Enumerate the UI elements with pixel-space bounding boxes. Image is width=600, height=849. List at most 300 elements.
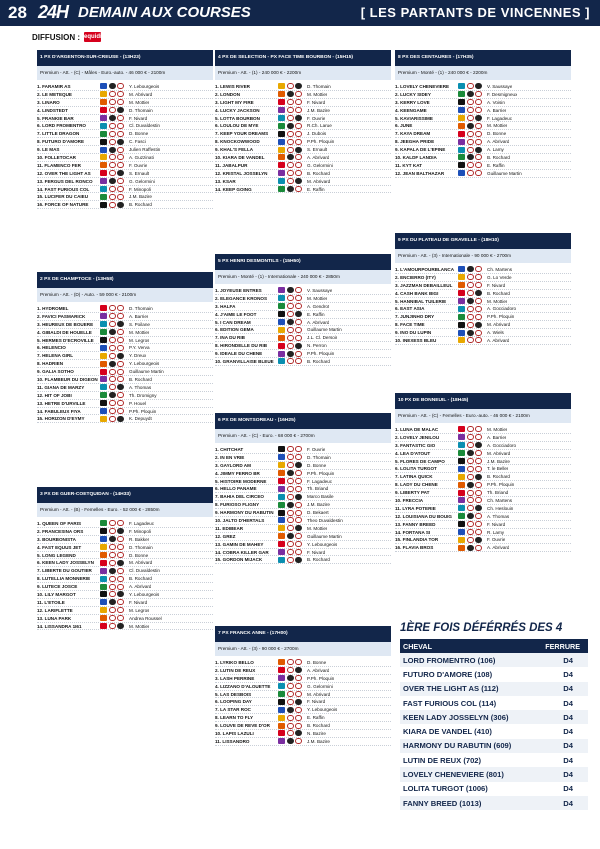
runner-row [37,607,213,615]
driver-name: M. Abrivard [487,450,511,456]
horseshoe-icon [467,274,474,280]
shoeing-icons [287,343,304,349]
shoeing-icons [467,99,484,105]
horse-name: 8. FACE TIME [395,322,425,328]
driver-name: M. Mottier [129,329,150,335]
shoeing-icons [467,337,484,343]
runner-row [215,115,391,123]
horseshoe-icon [467,450,474,456]
driver-name: F. Nivard [129,115,148,121]
horseshoe-icon [295,99,302,105]
driver-name: M. Legros [129,337,150,343]
driver-name: F. Ouvrie [307,115,326,121]
horseshoe-icon [109,392,116,398]
driver-name: A. Thomas [129,384,152,390]
shoeing-icons [109,576,126,582]
shoeing-icons [287,99,304,105]
horse-name: 4. GIBALDI DE HOUELLE [37,329,92,335]
d4-horse: LORD FROMENTRO (106) [403,655,496,665]
horseshoe-icon [287,462,294,468]
horse-name: 11. JABALPUR [215,162,248,168]
jersey-icon [458,314,465,320]
horseshoe-icon [295,715,302,721]
runner-row [215,556,391,564]
horse-name: 14. KEEP GOING [215,186,252,192]
horseshoe-icon [287,494,294,500]
horseshoe-icon [109,202,116,208]
driver-name: P.Y. Verva [129,345,150,351]
runner-row [37,360,213,368]
horseshoe-icon [287,683,294,689]
d4-box [400,622,588,810]
horseshoe-icon [109,329,116,335]
horse-name: 13. KSAR [215,178,236,184]
horse-name: 9. LOUVE DE REVE D'OR [215,723,270,729]
horseshoe-icon [109,321,116,327]
jersey-icon [458,306,465,312]
horseshoe-icon [287,147,294,153]
jersey-icon [278,327,285,333]
horseshoe-icon [117,615,124,621]
horseshoe-icon [295,470,302,476]
horseshoe-icon [287,454,294,460]
jersey-icon [278,494,285,500]
runner-row [215,350,391,358]
horseshoe-icon [475,282,482,288]
shoeing-icons [109,147,126,153]
jersey-icon [278,319,285,325]
horseshoe-icon [117,313,124,319]
horseshoe-icon [295,667,302,673]
driver-name: Y. Lebourgeois [129,361,160,367]
horseshoe-icon [287,675,294,681]
driver-name: Ch. Heslouin [487,505,514,511]
horse-name: 7. INA DU RIB [215,335,245,341]
runner-row [215,659,391,667]
horseshoe-icon [295,327,302,333]
horseshoe-icon [109,305,116,311]
runner-row [215,170,391,178]
race-title: 9 PX DU PLATEAU DE GRAVELLE - (18H10) [395,233,571,249]
runner-row [215,541,391,549]
horse-name: 7. BAHIA DEL CIRCEO [215,494,265,500]
jersey-icon [278,295,285,301]
race-title: 4 PX DE SELECTION - PX FACE TIME BOURBON - (15H15) [215,50,391,66]
horse-name: 9. IDEALE DU CHENE [215,351,263,357]
horseshoe-icon [109,154,116,160]
d4-row [400,782,588,796]
horseshoe-icon [475,123,482,129]
shoeing-icons [109,552,126,558]
runner-row [215,478,391,486]
horseshoe-icon [117,607,124,613]
runner-row [37,615,213,623]
shoeing-icons [287,186,304,192]
runner-row [37,591,213,599]
horse-name: 10. KIARA DE VANDEL [215,154,265,160]
shoeing-icons [109,91,126,97]
d4-col-shoe: FERRURE [545,642,580,651]
driver-name: Th. Briand [487,490,509,496]
horse-name: 8. FUTURO D'AMORE [37,139,85,145]
horseshoe-icon [117,353,124,359]
jersey-icon [100,345,107,351]
runner-row [215,326,391,334]
runner-row [37,162,213,170]
runner-row [215,334,391,342]
runner-row [215,501,391,509]
driver-name: F. Minopoli [129,528,151,534]
horseshoe-icon [295,343,302,349]
shoeing-icons [287,327,304,333]
runner-row [215,311,391,319]
horseshoe-icon [117,623,124,629]
driver-name: A. Gocciadoro [487,442,517,448]
horse-name: 7. KAYA DREAM [395,131,431,137]
runner-row [215,303,391,311]
driver-name: Marco Basile [307,494,334,500]
horseshoe-icon [475,314,482,320]
horse-name: 14. COBRA KILLER GAR [215,549,269,555]
horseshoe-icon [117,400,124,406]
driver-name: D. Thomain [307,83,331,89]
driver-name: R. Lamy [487,529,505,535]
runner-row [395,266,571,274]
shoeing-icons [287,178,304,184]
shoeing-icons [109,329,126,335]
horse-name: 13. FERGUS DEL RONCO [37,178,93,184]
driver-name: A. Guzzinati [129,154,154,160]
horseshoe-icon [117,584,124,590]
jersey-icon [458,170,465,176]
horseshoe-icon [109,408,116,414]
jersey-icon [458,482,465,488]
runner-row [395,313,571,321]
horseshoe-icon [287,691,294,697]
shoeing-icons [109,131,126,137]
horseshoe-icon [109,552,116,558]
runner-row [215,186,391,194]
horseshoe-icon [467,466,474,472]
horseshoe-icon [117,123,124,129]
driver-name: P.Ph. Ploquin [487,482,515,488]
runner-row [395,274,571,282]
horseshoe-icon [287,311,294,317]
horseshoe-icon [109,400,116,406]
d4-shoeing: D4 [563,669,573,679]
runner-row [37,170,213,178]
jersey-icon [100,615,107,621]
jersey-icon [278,115,285,121]
horseshoe-icon [475,497,482,503]
jersey-icon [278,715,285,721]
horse-name: 4. JIMMY FERRO BR [215,470,260,476]
horseshoe-icon [117,599,124,605]
horseshoe-icon [287,667,294,673]
shoeing-icons [467,83,484,89]
horseshoe-icon [475,537,482,543]
shoeing-icons [467,442,484,448]
horseshoe-icon [475,162,482,168]
runner-row [215,533,391,541]
horseshoe-icon [117,147,124,153]
horseshoe-icon [295,510,302,516]
horse-name: 8. HIRONDELLE DU RIB [215,343,268,349]
horseshoe-icon [109,194,116,200]
shoeing-icons [467,298,484,304]
driver-name: A. Abrivard [307,667,330,673]
jersey-icon [278,99,285,105]
shoeing-icons [467,282,484,288]
horse-name: 10. INEXESS BLEU [395,337,437,343]
runner-row [215,683,391,691]
horseshoe-icon [109,384,116,390]
horseshoe-icon [117,408,124,414]
horseshoe-icon [117,560,124,566]
driver-name: D. Bonne [307,462,327,468]
horse-name: 10. FRECCIA [395,497,424,503]
driver-name: Y. Dreux [129,353,147,359]
horseshoe-icon [117,528,124,534]
driver-name: B. Rochard [129,376,152,382]
driver-name: G. Gelormini [307,683,333,689]
driver-name: B. Rochard [487,154,510,160]
horse-name: 1. LUNA DE MALAC [395,426,439,432]
driver-name: M. Mottier [129,623,150,629]
horse-name: 12. KRISTAL JOSSELYN [215,170,268,176]
horseshoe-icon [287,91,294,97]
runner-row [37,599,213,607]
horseshoe-icon [287,343,294,349]
runner-row [215,470,391,478]
horseshoe-icon [117,361,124,367]
horseshoe-icon [109,170,116,176]
jersey-icon [458,450,465,456]
horse-name: 5. HANNIBAL TUILERIE [395,298,447,304]
horseshoe-icon [475,298,482,304]
d4-shoeing: D4 [563,712,573,722]
d4-shoeing: D4 [563,770,573,780]
race-conditions: Premium - Att. - (C) - Mâles - Euro.-auto. - 46 000 € - 2100m [37,66,213,80]
race-block [37,272,213,423]
diffusion-label: DIFFUSION : [32,32,80,42]
d4-shoeing: D4 [563,698,573,708]
jersey-icon [458,83,465,89]
horseshoe-icon [467,537,474,543]
runner-row [395,146,571,154]
horse-name: 9. LUTECE JOSCE [37,584,78,590]
runner-row [37,91,213,99]
jersey-icon [278,343,285,349]
jersey-icon [458,123,465,129]
horseshoe-icon [117,131,124,137]
horseshoe-icon [295,533,302,539]
horseshoe-icon [467,426,474,432]
jersey-icon [278,147,285,153]
horse-name: 7. LA STAR ROC [215,707,251,713]
horseshoe-icon [295,478,302,484]
horseshoe-icon [117,329,124,335]
horseshoe-icon [287,131,294,137]
horseshoe-icon [467,282,474,288]
horseshoe-icon [467,99,474,105]
shoeing-icons [467,170,484,176]
jersey-icon [278,287,285,293]
horseshoe-icon [117,107,124,113]
jersey-icon [278,699,285,705]
runner-row [37,552,213,560]
horseshoe-icon [475,529,482,535]
horse-name: 4. LIZZANO D'ALOUETTE [215,683,271,689]
driver-name: F. Desmigneux [487,91,518,97]
horseshoe-icon [287,186,294,192]
jersey-icon [458,513,465,519]
runner-row [215,91,391,99]
shoeing-icons [287,154,304,160]
horseshoe-icon [467,482,474,488]
shoeing-icons [287,83,304,89]
horseshoe-icon [475,147,482,153]
horseshoe-icon [117,99,124,105]
shoeing-icons [287,675,304,681]
runner-row [395,130,571,138]
shoeing-icons [467,490,484,496]
horseshoe-icon [467,115,474,121]
horseshoe-icon [117,416,124,422]
jersey-icon [100,337,107,343]
jersey-icon [100,520,107,526]
shoeing-icons [287,335,304,341]
horseshoe-icon [287,659,294,665]
driver-name: F. Nivard [487,282,506,288]
horse-name: 8. JEEGHA PRIDE [395,139,435,145]
shoeing-icons [109,107,126,113]
horse-name: 10. JALTO D'HERTALS [215,517,265,523]
horse-name: 5. LOTTA BOURBON [215,115,260,121]
horseshoe-icon [295,675,302,681]
horseshoe-icon [475,513,482,519]
horseshoe-icon [109,576,116,582]
runner-row [215,667,391,675]
horseshoe-icon [467,91,474,97]
horseshoe-icon [287,319,294,325]
horseshoe-icon [475,330,482,336]
driver-name: A. Barrier [487,107,507,113]
jersey-icon [458,147,465,153]
jersey-icon [458,298,465,304]
runner-row [395,321,571,329]
shoeing-icons [109,83,126,89]
runner-row [395,529,571,537]
race-title: 5 PX HENRI DESMONTILS - (15H50) [215,254,391,270]
diffusion [32,32,106,42]
driver-name: D. Bekaert [307,510,329,516]
jersey-icon [278,470,285,476]
shoeing-icons [287,494,304,500]
driver-name: M. Legros [129,607,150,613]
horseshoe-icon [475,290,482,296]
driver-name: F. Ouvrie [129,162,148,168]
shoeing-icons [109,139,126,145]
horse-name: 3. HALFA [215,303,236,309]
shoeing-icons [467,450,484,456]
race-block [215,413,391,564]
shoeing-icons [287,454,304,460]
driver-name: E. Raffin [307,311,325,317]
horseshoe-icon [117,392,124,398]
driver-name: Ch. Martens [487,266,513,272]
driver-name: Guillaume Martin [487,170,522,176]
shoeing-icons [467,545,484,551]
horseshoe-icon [109,345,116,351]
d4-shoeing: D4 [563,741,573,751]
horse-name: 7. JUNJINHO DRY [395,314,435,320]
runner-row [395,513,571,521]
shoeing-icons [287,525,304,531]
horseshoe-icon [295,107,302,113]
runner-row [37,528,213,536]
d4-rows [400,653,588,810]
runner-row [37,575,213,583]
shoeing-icons [287,446,304,452]
horseshoe-icon [475,266,482,272]
horse-name: 15. HORIZON D'EYMY [37,416,85,422]
race-block [37,50,213,209]
d4-shoeing: D4 [563,784,573,794]
runner-row [395,505,571,513]
jersey-icon [278,462,285,468]
jersey-icon [458,274,465,280]
shoeing-icons [109,560,126,566]
jersey-icon [278,107,285,113]
race-conditions: Premium - Att. - (C) - Femelles - Euro.-auto. - 46 000 € - 2100m [395,409,571,423]
jersey-icon [100,139,107,145]
horse-name: 6. LOLITA TURGOT [395,466,437,472]
horseshoe-icon [287,525,294,531]
race-block [215,254,391,366]
horse-name: 2. LE METEQUE [37,91,72,97]
horseshoe-icon [467,306,474,312]
horseshoe-icon [295,358,302,364]
horse-name: 12. HIT OF JOBI [37,392,72,398]
shoeing-icons [109,361,126,367]
horse-name: 9. KHAL'S FELLA [215,147,254,153]
driver-name: T. le Beller [487,466,509,472]
horseshoe-icon [287,99,294,105]
shoeing-icons [287,691,304,697]
driver-name: M. Mottier [307,295,328,301]
jersey-icon [278,335,285,341]
runner-row [215,130,391,138]
horseshoe-icon [109,162,116,168]
jersey-icon [100,353,107,359]
jersey-icon [100,536,107,542]
d4-row [400,682,588,696]
runner-row [215,342,391,350]
driver-name: F. Ouvrie [307,446,326,452]
driver-name: J.L. Cl. Dersoir [307,335,338,341]
driver-name: F. Nivard [307,549,326,555]
runner-row [215,83,391,91]
jersey-icon [458,337,465,343]
jersey-icon [278,517,285,523]
runner-row [395,450,571,458]
horse-name: 7. HELENA GIRL [37,353,74,359]
horse-name: 3. LINARO [37,99,60,105]
driver-name: A. Lamy [487,147,504,153]
horseshoe-icon [287,335,294,341]
horseshoe-icon [295,115,302,121]
